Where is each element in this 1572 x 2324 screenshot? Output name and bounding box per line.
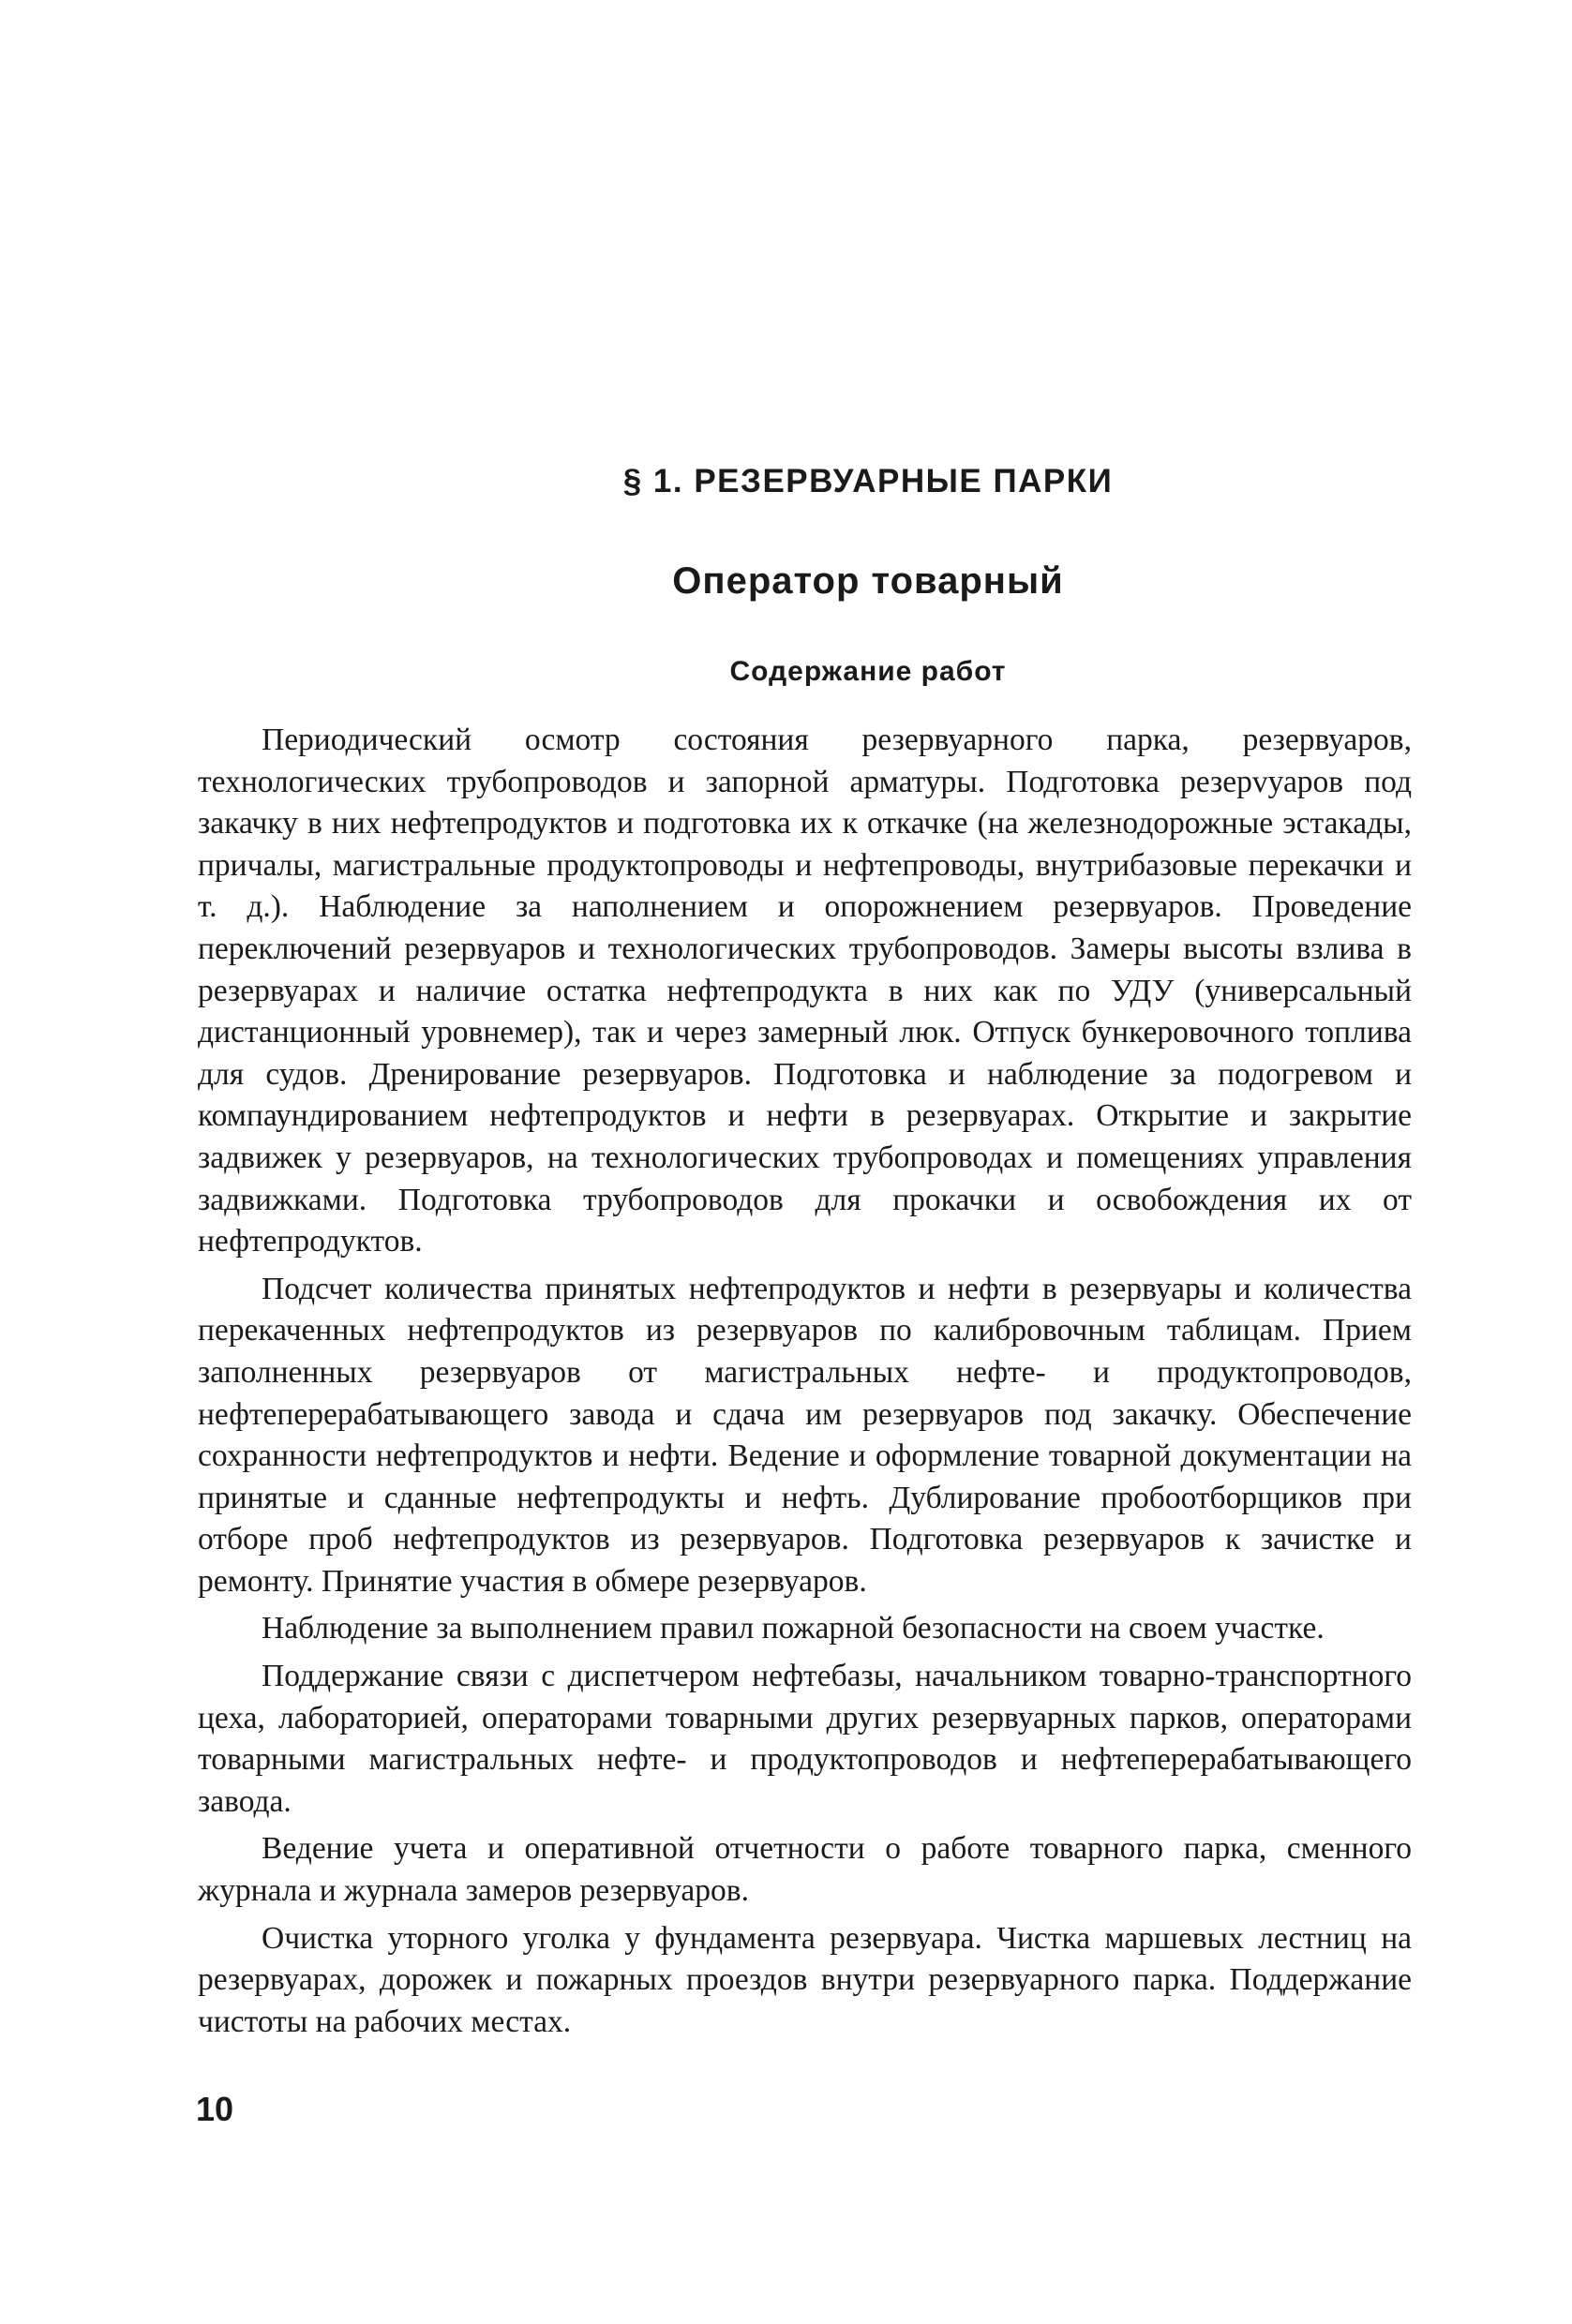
section-title: § 1. РЕЗЕРВУАРНЫЕ ПАРКИ xyxy=(622,463,1114,499)
paragraph: Наблюдение за выполнением правил пожарной безопасности на своем участке. xyxy=(262,1611,1325,1646)
paragraph: Поддержание связи с диспетчером нефтебазы, начальником товарно-транспортного цеха, лабораторией, операторами товарными других резервуарных парков, операторами товарными магистральных нефте- и продуктопроводов и нефтеперерабатывающего завода. xyxy=(198,1659,1412,1819)
paragraph: Подсчет количества принятых нефтепродуктов и нефти в резервуары и количества перекаченных нефтепродуктов из резервуаров по калибровочным таблицам. Прием заполненных резервуаров от магистральных нефте- и продуктопроводов, нефтеперерабатывающего завода и сдача им резервуаров под закачку. Обеспечение сохранности нефтепродуктов и нефти. Ведение и оформление товарной документации на принятые и сданные нефтепродукты и нефть. Дублирование пробоотборщиков при отборе проб нефтепродуктов из резервуаров. Подготовка резервуаров к зачистке и ремонту. Принятие участия в обмере резервуаров. xyxy=(198,1271,1412,1599)
page-number: 10 xyxy=(196,2090,234,2128)
profession-title: Оператор товарный xyxy=(672,560,1064,602)
subsection-title: Содержание работ xyxy=(729,656,1007,687)
body-text xyxy=(198,720,1412,2048)
paragraph: Ведение учета и оперативной отчетности о работе товарного парка, сменного журнала и журнала замеров резервуаров. xyxy=(198,1831,1412,1909)
paragraph: Периодический осмотр состояния резервуарного парка, резервуаров, технологических трубопроводов и запорной арматуры. Подготовка резерvуаров под закачку в них нефтепродуктов и подготовка их к откачке (на железнодорожные эстакады, причалы, магистральные продуктопроводы и нефтепроводы, внутрибазовые перекачки и т. д.). Наблюдение за наполнением и опорожнением резервуаров. Проведение переключений резервуаров и технологических трубопроводов. Замеры высоты взлива в резервуарах и наличие остатка нефтепродукта в них как по УДУ (универсальный дистанционный уровнемер), так и через замерный люк. Отпуск бункеровочного топлива для судов. Дренирование резервуаров. Подготовка и наблюдение за подогревом и компаундированием нефтепродуктов и нефти в резервуарах. Открытие и закрытие задвижек у резервуаров, на технологических трубопроводах и помещениях управления задвижками. Подготовка трубопроводов для прокачки и освобождения их от нефтепродуктов. xyxy=(198,723,1412,1259)
paragraph: Очистка уторного уголка у фундамента резервуара. Чистка маршевых лестниц на резервуарах, дорожек и пожарных проездов внутри резервуарного парка. Поддержание чистоты на рабочих местах. xyxy=(198,1920,1412,2039)
